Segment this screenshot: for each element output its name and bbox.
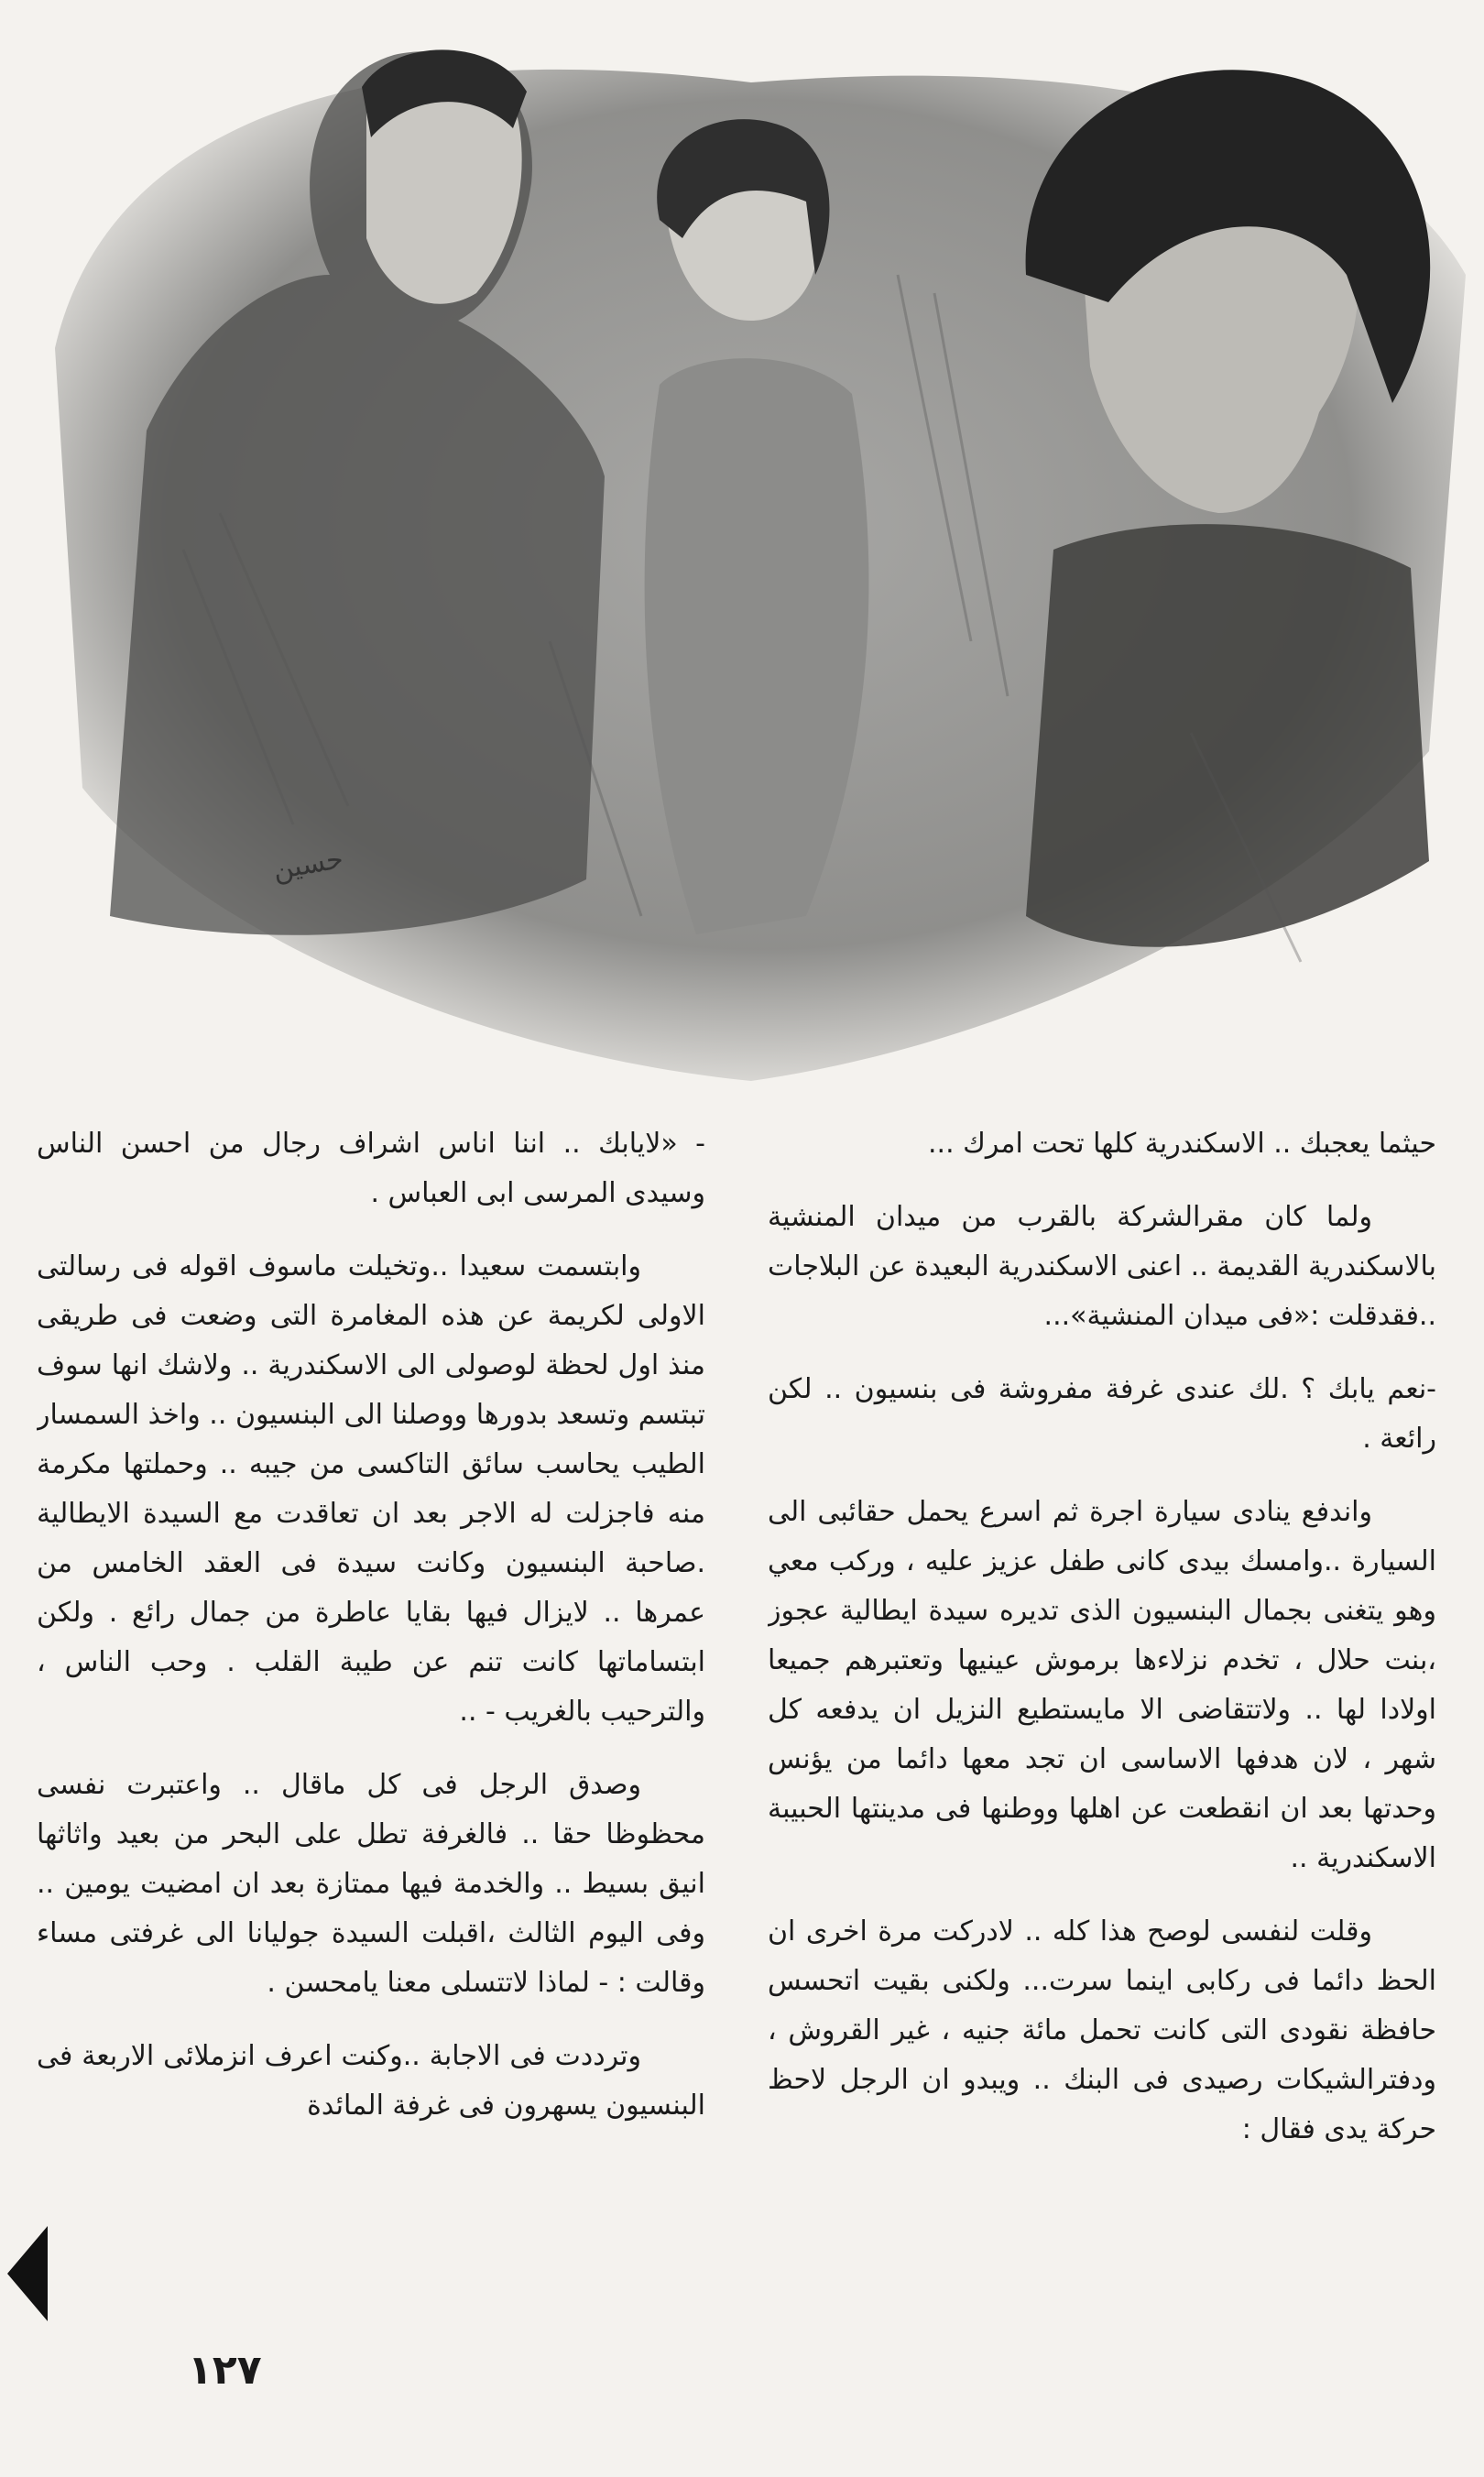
sketch-illustration <box>0 0 1484 1090</box>
text-column-right <box>768 1119 1436 2338</box>
sketch-illustration-three-figures-icon <box>0 0 1484 1090</box>
paragraph: -نعم يابك ؟ .لك عندى غرفة مفروشة فى بنسيون .. لكن رائعة . <box>768 1373 1436 1455</box>
paragraph: وقلت لنفسى لوصح هذا كله .. لادركت مرة اخرى ان الحظ دائما فى ركابى اينما سرت... ولكنى بقيت اتحسس حافظة نقودى التى كانت تحمل مائة جنيه ، غير القروش ، ودفترالشيكات رصيدى فى البنك .. ويبدو ان الرجل لاحظ حركة يدى فقال : <box>768 1915 1436 2145</box>
continue-arrow-icon <box>7 2226 48 2321</box>
page-number: ١٢٧ <box>188 2347 262 2394</box>
paragraph: حيثما يعجبك .. الاسكندرية كلها تحت امرك ... <box>928 1128 1436 1160</box>
artist-signature: حسين <box>270 843 346 887</box>
text-column-left <box>37 1119 705 2338</box>
paragraph: وابتسمت سعيدا ..وتخيلت ماسوف اقوله فى رسالتى الاولى لكريمة عن هذه المغامرة التى وضعت فى طريقى منذ اول لحظة لوصولى الى الاسكندرية .. ولاشك انها سوف تبتسم وتسعد بدورها ووصلنا الى البنسيون .. واخذ السمسار الطيب يحاسب سائق التاكسى من جيبه .. وحملتها مكرمة منه فاجزلت له الاجر بعد ان تعاقدت مع السيدة الايطالية .صاحبة البنسيون وكانت سيدة فى العقد الخامس من عمرها .. لايزال فيها بقايا عاطرة من جمال رائع . ولكن ابتساماتها كانت تنم عن طيبة القلب . وحب الناس ، والترحيب بالغريب - .. <box>37 1250 705 1728</box>
paragraph: وصدق الرجل فى كل ماقال .. واعتبرت نفسى محظوظا حقا .. فالغرفة تطل على البحر من بعيد واثاثها انيق بسيط .. والخدمة فيها ممتازة بعد ان امضيت يومين .. وفى اليوم الثالث ،اقبلت السيدة جوليانا الى غرفتى مساء وقالت : - لماذا لاتتسلى معنا يامحسن . <box>37 1769 705 1999</box>
paragraph: وترددت فى الاجابة ..وكنت اعرف انزملائى الاربعة فى البنسيون يسهرون فى غرفة المائدة <box>37 2040 705 2122</box>
paragraph: واندفع ينادى سيارة اجرة ثم اسرع يحمل حقائبى الى السيارة ..وامسك بيدى كانى طفل عزيز عليه ، وركب معي وهو يتغنى بجمال البنسيون الذى تديره سيدة ايطالية عجوز ،بنت حلال ، تخدم نزلاءها برموش عينيها وتعتبرهم جميعا اولادا لها .. ولاتتقاضى الا مايستطيع النزيل ان يدفعه كل شهر ، لان هدفها الاساسى ان تجد معها دائما من يؤنس وحدتها بعد ان انقطعت عن اهلها ووطنها فى مدينتها الحبيبة الاسكندرية .. <box>768 1496 1436 1874</box>
paragraph: - «لايابك .. اننا اناس اشراف رجال من احسن الناس وسيدى المرسى ابى العباس . <box>37 1128 705 1209</box>
paragraph: ولما كان مقرالشركة بالقرب من ميدان المنشية بالاسكندرية القديمة .. اعنى الاسكندرية البعيدة عن البلاجات ..فقدقلت :«فى ميدان المنشية»... <box>768 1201 1436 1332</box>
